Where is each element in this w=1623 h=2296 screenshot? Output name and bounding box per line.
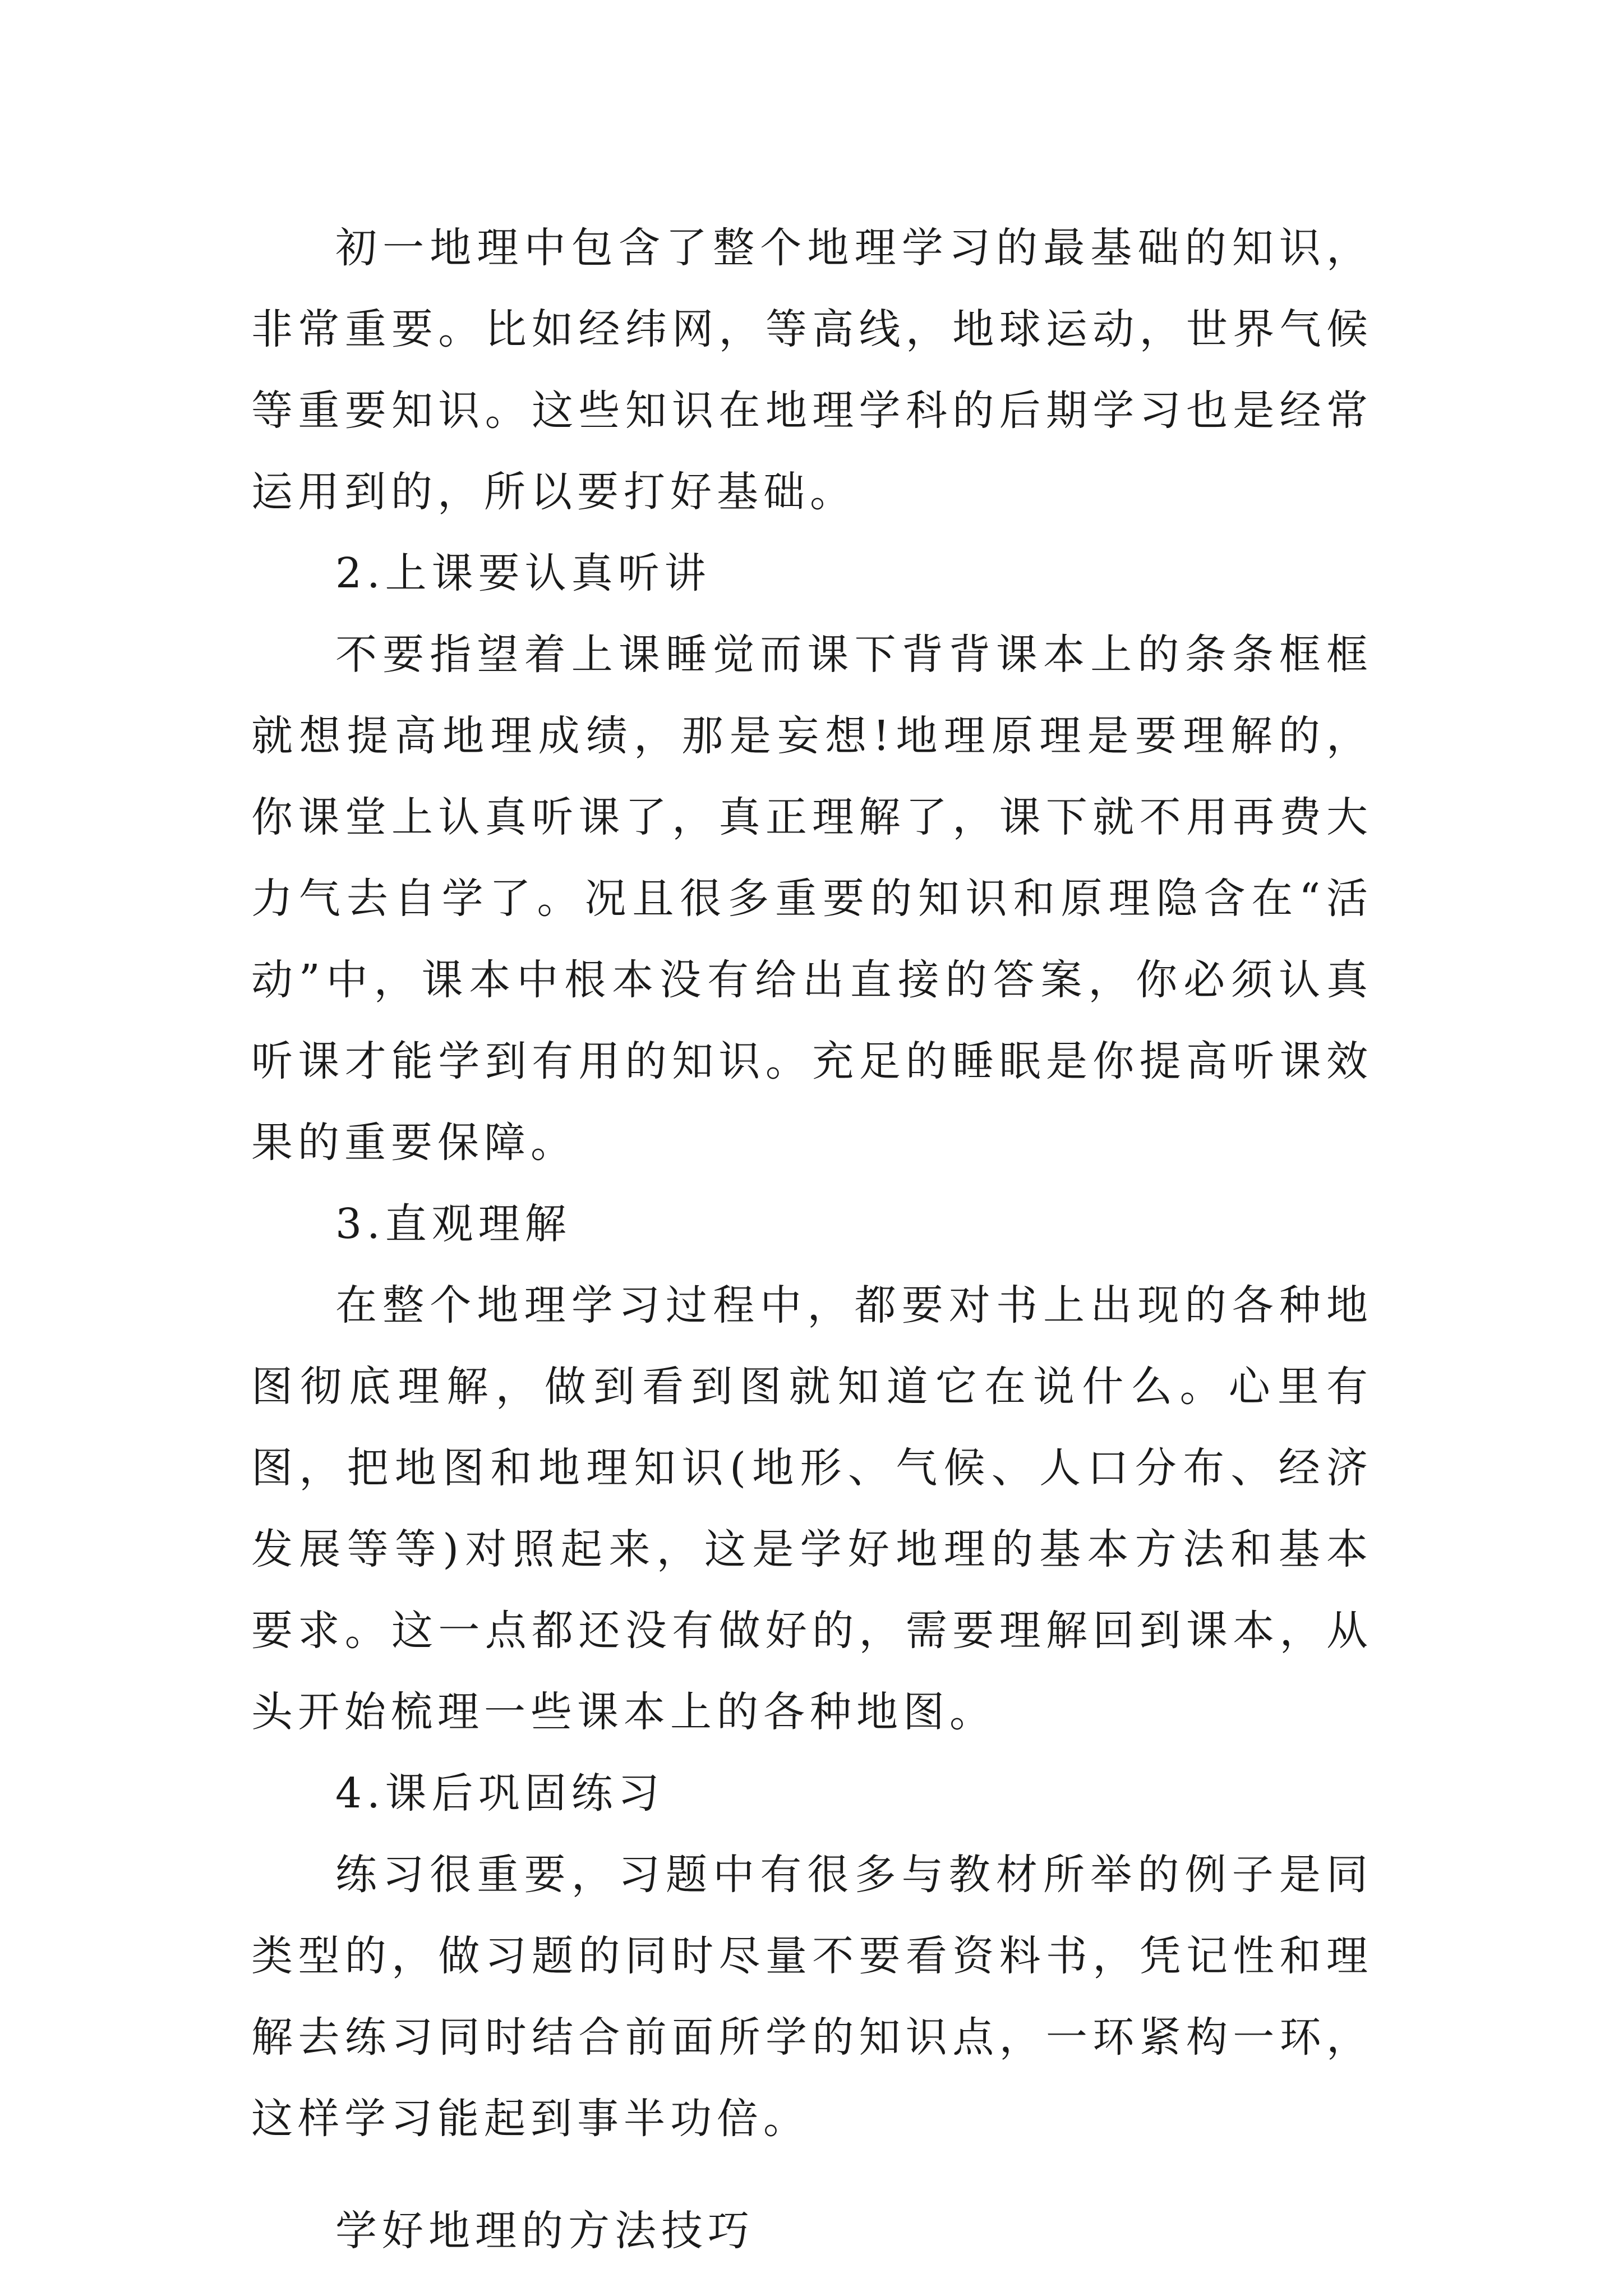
heading-listen-carefully: 2.上课要认真听讲 — [335, 549, 711, 597]
heading-practice: 4.课后巩固练习 — [335, 1769, 665, 1818]
paragraph-basics: 初一地理中包含了整个地理学习的最基础的知识，非常重要。比如经纬网，等高线，地球运动，世界气候等重要知识。这些知识在地理学科的后期学习也是经常运用到的，所以要打好基础。 — [251, 224, 1373, 516]
heading-methods-tips: 学好地理的方法技巧 — [335, 2207, 754, 2255]
paragraph-listen-carefully: 不要指望着上课睡觉而课下背背课本上的条条框框就想提高地理成绩，那是妄想!地理原理是要理解的，你课堂上认真听课了，真正理解了，课下就不用再费大力气去自学了。况且很多重要的知识和原理隐含在“活动”中，课本中根本没有给出直接的答案，你必须认真听课才能学到有用的知识。充足的睡眠是你提高听课效果的重要保障。 — [251, 631, 1373, 1167]
document-body — [251, 208, 1373, 2272]
paragraph-practice: 练习很重要，习题中有很多与教材所举的例子是同类型的，做习题的同时尽量不要看资料书，凭记性和理解去练习同时结合前面所学的知识点，一环紧构一环，这样学习能起到事半功倍。 — [251, 1851, 1373, 2143]
heading-intuitive-understanding: 3.直观理解 — [335, 1200, 571, 1248]
paragraph-intuitive-understanding: 在整个地理学习过程中，都要对书上出现的各种地图彻底理解，做到看到图就知道它在说什么。心里有图，把地图和地理知识(地形、气候、人口分布、经济发展等等)对照起来，这是学好地理的基本方法和基本要求。这一点都还没有做好的，需要理解回到课本，从头开始梳理一些课本上的各种地图。 — [251, 1281, 1373, 1736]
